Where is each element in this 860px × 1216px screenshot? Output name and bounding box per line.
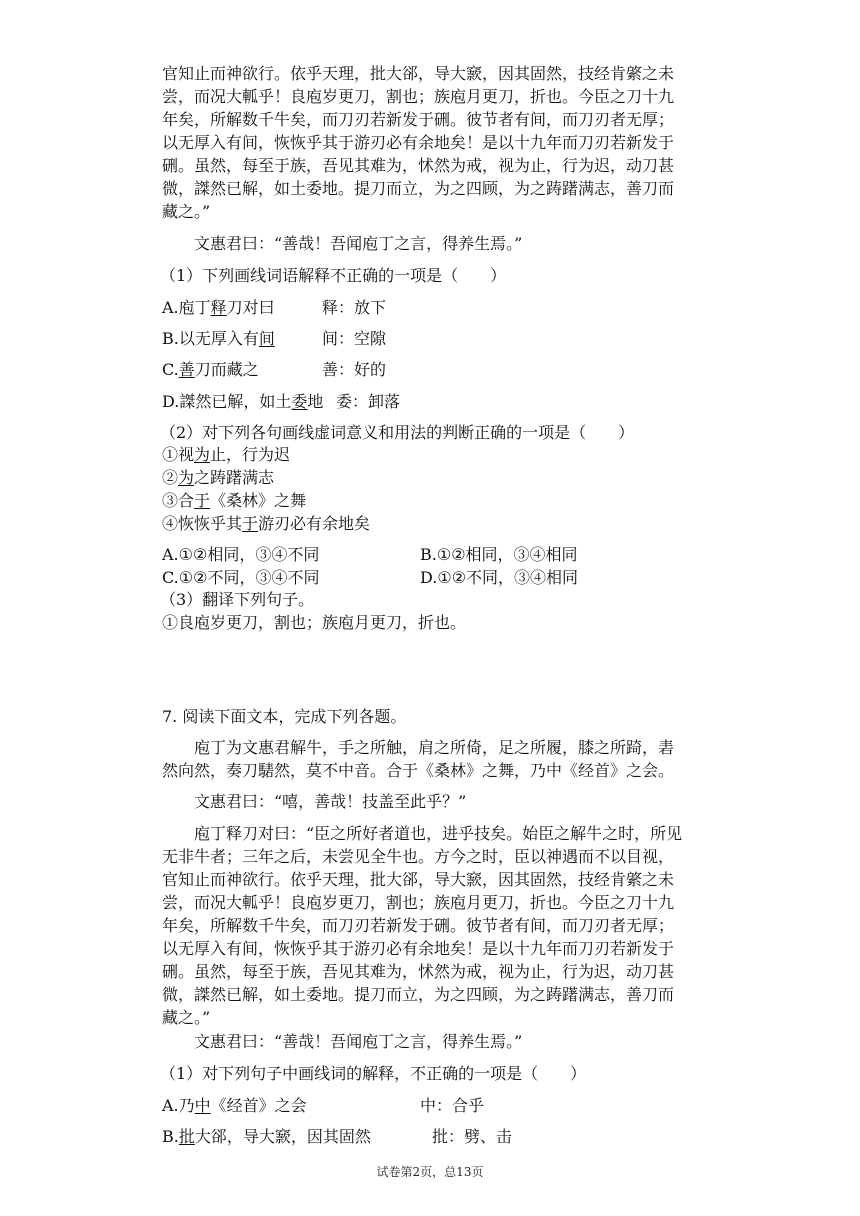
q2-item-3: ③合于《桑林》之舞	[162, 491, 307, 510]
q1-gloss-a: 释：放下	[322, 298, 387, 317]
underlined-word: 于	[242, 514, 259, 533]
underlined-word: 委	[291, 392, 308, 411]
q7-para1	[162, 736, 722, 782]
passage-line: 藏之。”	[162, 1008, 211, 1027]
q7-para2: 文惠君曰：“嘻，善哉！技盖至此乎？”	[194, 792, 467, 811]
passage-line: 庖丁为文惠君解牛，手之所触，肩之所倚，足之所履，膝之所踦，砉	[194, 738, 675, 757]
underlined-word: 释	[210, 298, 227, 317]
passage-line: 硎。虽然，每至于族，吾见其难为，怵然为戒，视为止，行为迟，动刀甚	[162, 962, 675, 981]
passage-line: 官知止而神欲行。依乎天理，批大郤，导大窾，因其固然，技经肯綮之未	[162, 870, 675, 889]
q7-sub1-gloss-a: 中：合乎	[420, 1096, 485, 1115]
q1-option-a: A.庖丁释刀对曰	[162, 298, 275, 317]
q7-sub1-stem: （1）对下列句子中画线词的解释，不正确的一项是（ ）	[160, 1064, 587, 1083]
q1-gloss-c: 善：好的	[322, 360, 387, 379]
underlined-word: 为	[194, 445, 211, 464]
passage-line: 然向然，奏刀騞然，莫不中音。合于《桑林》之舞，乃中《经首》之会。	[162, 761, 675, 780]
underlined-word: 善	[178, 360, 195, 379]
underlined-word: 批	[178, 1127, 195, 1146]
underlined-word: 间	[258, 329, 275, 348]
q2-item-4: ④恢恢乎其于游刃必有余地矣	[162, 514, 371, 533]
passage-line: 硎。虽然，每至于族，吾见其难为，怵然为戒，视为止，行为迟，动刀甚	[162, 156, 675, 175]
q2-choice-a: A.①②相同，③④不同	[162, 545, 320, 564]
q7-sub1-option-b: B.批大郤，导大窾，因其固然	[162, 1127, 371, 1146]
page-footer: 试卷第2页，总13页	[376, 1165, 484, 1179]
q2-item-2: ②为之踌躇满志	[162, 468, 275, 487]
q2-choice-c: C.①②不同，③④不同	[162, 568, 320, 587]
q2-choice-d: D.①②不同，③④相同	[420, 568, 579, 587]
q2-stem: （2）对下列各句画线虚词意义和用法的判断正确的一项是（ ）	[160, 423, 635, 442]
q3-stem: （3）翻译下列句子。	[160, 590, 315, 609]
passage-line: 以无厚入有间，恢恢乎其于游刃必有余地矣！是以十九年而刀刃若新发于	[162, 939, 675, 958]
passage-line: 年矣，所解数千牛矣，而刀刃若新发于硎。彼节者有间，而刀刃者无厚；	[162, 916, 675, 935]
q7-para4: 文惠君曰：“善哉！吾闻庖丁之言，得养生焉。”	[194, 1032, 523, 1051]
q1-gloss-b: 间：空隙	[322, 329, 387, 348]
passage-line: 尝，而况大軱乎！良庖岁更刀，割也；族庖月更刀，折也。今臣之刀十九	[162, 893, 675, 912]
q1-gloss-d: 委：卸落	[336, 392, 401, 411]
q3-item: ①良庖岁更刀，割也；族庖月更刀，折也。	[162, 613, 467, 632]
underlined-word: 中	[194, 1096, 211, 1115]
passage-line: 庖丁释刀对曰：“臣之所好者道也，进乎技矣。始臣之解牛之时，所见	[194, 824, 683, 843]
passage-line: 微，謋然已解，如土委地。提刀而立，为之四顾，为之踌躇满志，善刀而	[162, 179, 675, 198]
underlined-word: 于	[194, 491, 211, 510]
passage-top	[162, 62, 722, 223]
q2-choice-b: B.①②相同，③④相同	[420, 545, 578, 564]
passage-line: 年矣，所解数千牛矣，而刀刃若新发于硎。彼节者有间，而刀刃者无厚；	[162, 110, 675, 129]
q7-sub1-option-a: A.乃中《经首》之会	[162, 1096, 307, 1115]
passage-line: 官知止而神欲行。依乎天理，批大郤，导大窾，因其固然，技经肯綮之未	[162, 64, 675, 83]
passage-line: 尝，而况大軱乎！良庖岁更刀，割也；族庖月更刀，折也。今臣之刀十九	[162, 87, 675, 106]
q1-option-d: D.謋然已解，如土委地	[162, 392, 324, 411]
q1-option-b: B.以无厚入有间	[162, 329, 275, 348]
q2-item-1: ①视为止，行为迟	[162, 445, 291, 464]
underlined-word: 为	[178, 468, 195, 487]
passage-line: 无非牛者；三年之后，未尝见全牛也。方今之时，臣以神遇而不以目视，	[162, 847, 675, 866]
q7-para3	[162, 822, 722, 1029]
q7-sub1-gloss-b: 批：劈、击	[432, 1127, 513, 1146]
passage-line: 藏之。”	[162, 202, 211, 221]
passage-line: 以无厚入有间，恢恢乎其于游刃必有余地矣！是以十九年而刀刃若新发于	[162, 133, 675, 152]
q1-option-c: C.善刀而藏之	[162, 360, 259, 379]
q7-heading: 7. 阅读下面文本，完成下列各题。	[162, 707, 407, 726]
wenhui-reply: 文惠君曰：“善哉！吾闻庖丁之言，得养生焉。”	[194, 234, 523, 253]
passage-line: 微，謋然已解，如土委地。提刀而立，为之四顾，为之踌躇满志，善刀而	[162, 985, 675, 1004]
q1-stem: （1）下列画线词语解释不正确的一项是（ ）	[160, 266, 507, 285]
